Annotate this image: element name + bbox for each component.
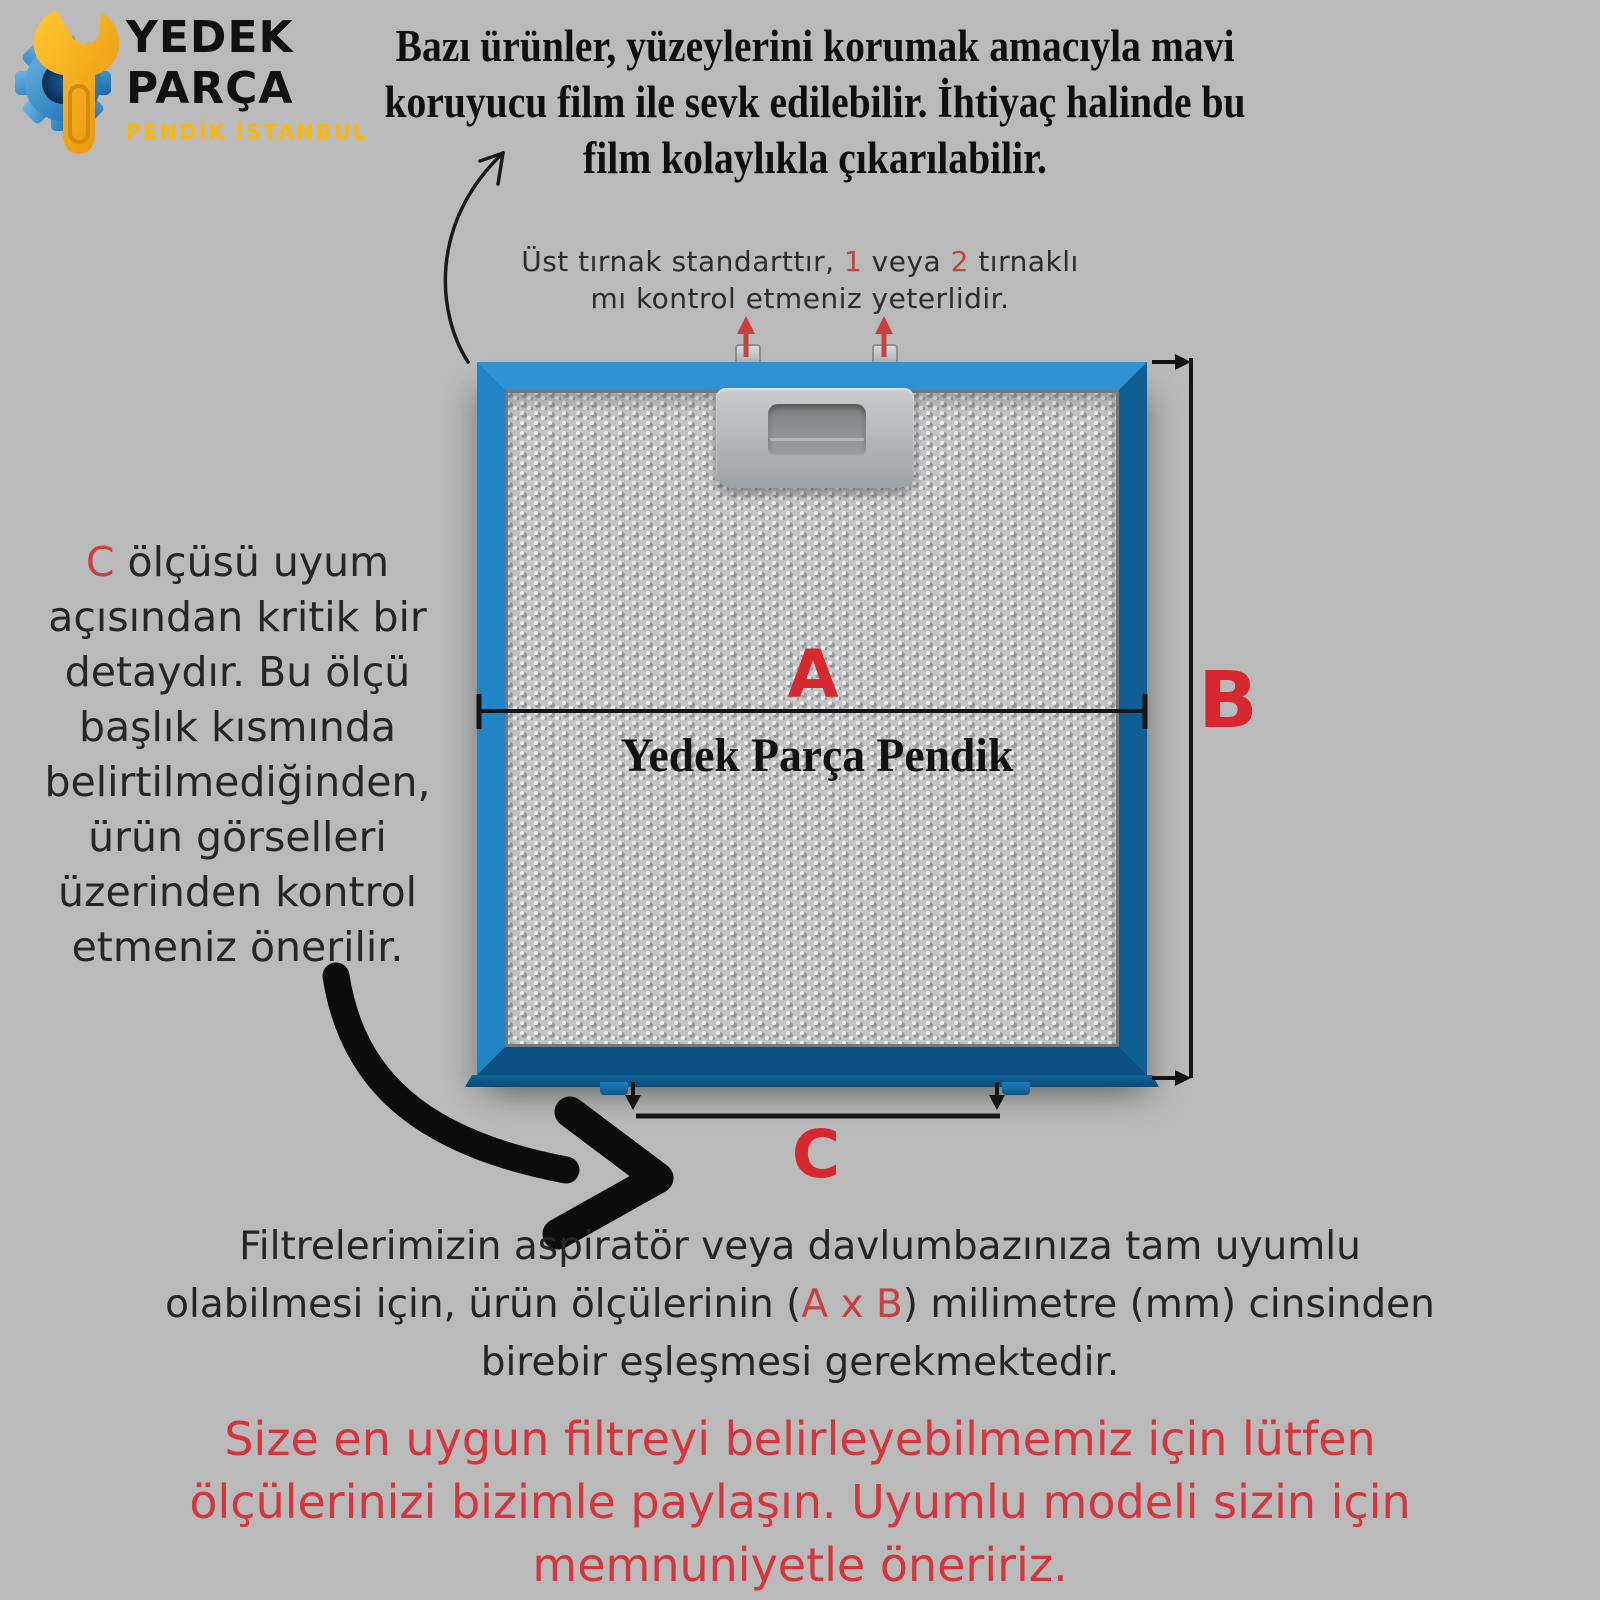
filter-top-tab-right xyxy=(872,344,898,364)
c-dimension-note xyxy=(15,535,460,975)
note-line: Size en uygun filtreyi belirleyebilmemiz için lütfen xyxy=(224,1412,1376,1466)
tab-note-line1: Üst tırnak standarttır, 1 veya 2 tırnaklı xyxy=(521,245,1079,278)
note-line: film kolaylıkla çıkarılabilir. xyxy=(583,133,1047,183)
filter-watermark: Yedek Parça Pendik xyxy=(620,729,1014,782)
note-line: detaydır. Bu ölçü xyxy=(64,648,411,696)
filter-top-tab-left xyxy=(735,344,761,364)
note-line: Bazı ürünler, yüzeylerini korumak amacıyla mavi xyxy=(395,21,1235,71)
note-line: ölçülerinizi bizimle paylaşın. Uyumlu modeli sizin için xyxy=(189,1475,1411,1529)
a-x-b: A x B xyxy=(801,1282,903,1327)
note-line: etmeniz önerilir. xyxy=(71,923,404,971)
filter-bottom-tab-right xyxy=(1002,1082,1030,1095)
brand-name-line1: YEDEK xyxy=(126,12,294,63)
brand-subtitle: PENDİK İSTANBUL xyxy=(126,120,369,144)
note-line: olabilmesi için, ürün ölçülerinin (A x B) milimetre (mm) cinsinden xyxy=(165,1282,1435,1327)
filter-handle-recess xyxy=(768,404,866,458)
note-line: başlık kısmında xyxy=(78,703,397,751)
tab-count-2: 2 xyxy=(950,245,969,278)
brand-name-line2: PARÇA xyxy=(126,63,294,114)
c-dimension-line xyxy=(625,1082,1005,1116)
note-line: açısından kritik bir xyxy=(48,593,427,641)
filter-handle-ledge xyxy=(770,438,864,441)
fit-requirement-note xyxy=(70,1218,1530,1392)
note-line: ürün görselleri xyxy=(88,813,387,861)
note-line: koruyucu film ile sevk edilebilir. İhtiyaç halinde bu xyxy=(384,77,1246,127)
b-dimension-line xyxy=(1152,354,1191,1086)
top-tab-note xyxy=(480,243,1120,317)
filter-bottom-lip xyxy=(465,1075,1159,1087)
tab-count-1: 1 xyxy=(843,245,863,278)
note-line: Filtrelerimizin aspiratör veya davlumbazınıza tam uyumlu xyxy=(239,1224,1361,1269)
dimension-label-a: A xyxy=(787,636,839,713)
dimension-label-b: B xyxy=(1198,656,1258,746)
note-line: belirtilmediğinden, xyxy=(44,758,431,806)
note-line: C ölçüsü uyum xyxy=(85,538,390,586)
c-letter: C xyxy=(85,538,115,586)
note-line: üzerinden kontrol xyxy=(57,868,418,916)
share-measurements-note xyxy=(70,1408,1530,1597)
protective-film-note xyxy=(290,18,1340,186)
filter-bottom-tab-left xyxy=(600,1082,628,1095)
note-line: birebir eşleşmesi gerekmektedir. xyxy=(480,1340,1120,1385)
dimension-label-c: C xyxy=(791,1116,841,1193)
filter-mesh xyxy=(505,390,1119,1047)
tab-note-line2: mı kontrol etmeniz yeterlidir. xyxy=(590,282,1010,315)
note-line: memnuniyetle öneririz. xyxy=(532,1538,1068,1592)
